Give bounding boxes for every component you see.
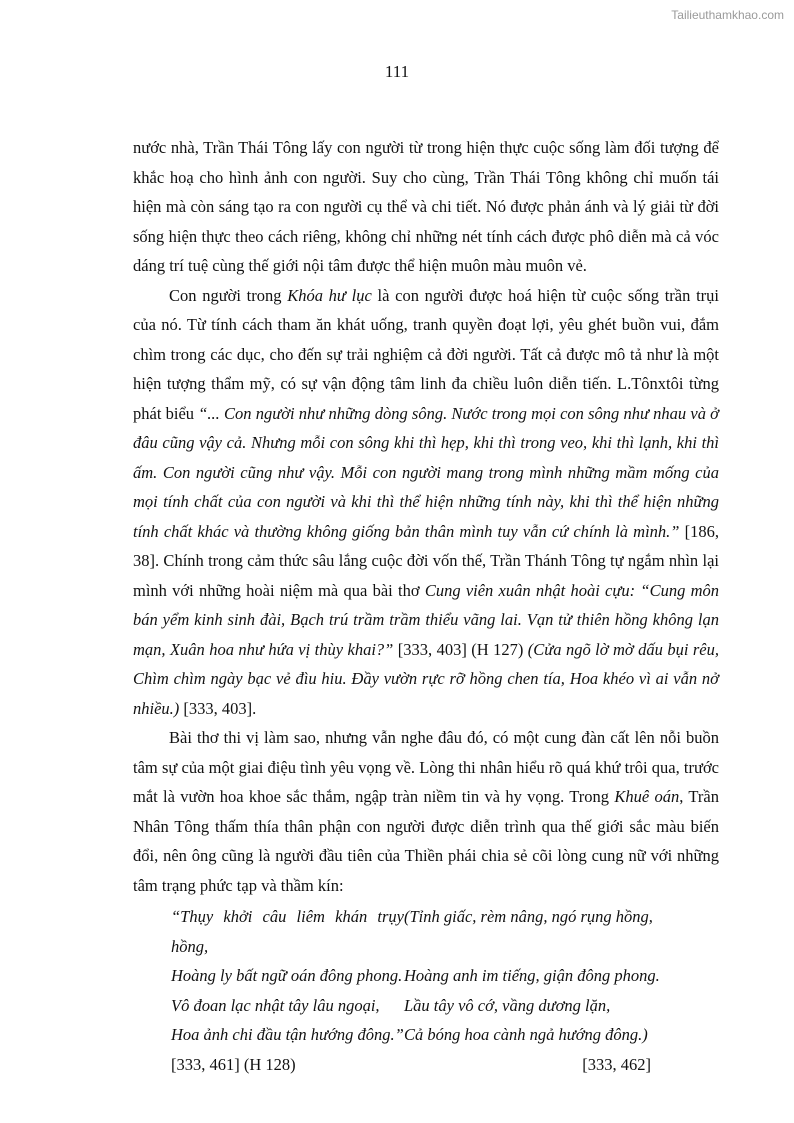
paragraph-2 bbox=[133, 281, 719, 724]
paragraph-2-text-2: là con người được hoá hiện từ cuộc sống trần trụi của nó. Từ tính cách tham ăn khát uống, tranh quyền đoạt lợi, yêu ghét buồn vui, đắm chìm trong các dục, cho đến sự trải nghiệm cả đời người. Tất cả được mô tả như là một hiện tượng thẩm mỹ, có sự vận động tâm linh đa chiều luôn diễn tiến. L.Tônxtôi từng phát biểu bbox=[133, 285, 719, 423]
poem-original-line: Vô đoan lạc nhật tây lâu ngoại, bbox=[171, 995, 380, 1015]
paragraph-2-text-1: Con người trong bbox=[169, 285, 288, 305]
book-title: Khóa hư lục bbox=[287, 285, 372, 305]
left-citation: [333, 461] (H 128) bbox=[171, 1054, 296, 1074]
paragraph-2-text-5: [333, 403]. bbox=[179, 698, 257, 718]
right-citation: [333, 462] bbox=[582, 1054, 651, 1074]
poem-original-line: Hoa ảnh chi đầu tận hướng đông.” bbox=[171, 1025, 404, 1044]
poem-row bbox=[133, 1020, 719, 1050]
poem-original-line: “Thụy khởi câu liêm khán trụy hồng, bbox=[171, 907, 404, 956]
paragraph-2-text-4: [333, 403] (H 127) bbox=[393, 639, 528, 659]
translation-quote: (Cửa ngõ lờ mờ dấu bụi rêu, Chìm chìm ngày bạc vẻ đìu hiu. Đầy vườn rực rỡ hồng chen tía, Hoa khéo vì ai vẫn nở nhiều.) bbox=[133, 639, 719, 718]
poem-citations bbox=[133, 1050, 719, 1080]
paragraph-2-text-3: [186, 38]. Chính trong cảm thức sâu lắng cuộc đời vốn thế, Trần Thánh Tông tự ngắm nhìn lại mình với những hoài niệm mà qua bài thơ bbox=[133, 521, 720, 600]
page-number: 111 bbox=[384, 62, 410, 81]
poem-translation-line: (Tỉnh giấc, rèm nâng, ngó rụng hồng, bbox=[404, 907, 653, 926]
poem-row bbox=[133, 991, 719, 1021]
work-title: Khuê oán bbox=[614, 787, 680, 806]
poem-translation-line: Lầu tây vô cớ, vầng dương lặn, bbox=[404, 995, 611, 1015]
paragraph-3 bbox=[133, 723, 719, 900]
poem-row bbox=[133, 902, 719, 961]
tolstoy-quote: “... Con người như những dòng sông. Nước trong mọi con sông như nhau và ở đâu cũng vậy cả. Nhưng mỗi con sông khi thì hẹp, khi thì trong veo, khi thì lạnh, khi thì ấm. Con người cũng như vậy. Mỗi con người mang trong mình những mầm mống của mọi tính chất của con người và khi thì thể hiện những tính này, khi thì thể hiện những tính chất khác và thường không giống bản thân mình tuy vẫn cứ chính là mình.” bbox=[133, 403, 719, 541]
poem-block bbox=[133, 902, 719, 1079]
poem-translation-line: Cả bóng hoa cành ngả hướng đông.) bbox=[404, 1025, 648, 1044]
poem-title: Cung viên xuân nhật hoài cựu: bbox=[424, 580, 636, 600]
document-body bbox=[133, 133, 719, 1079]
poem-translation-line: Hoàng anh im tiếng, giận đông phong. bbox=[404, 966, 660, 985]
sino-vietnamese-quote: “Cung môn bán yểm kinh sinh đài, Bạch trú trầm trầm thiểu vãng lai. Vạn tử thiên hồng không lạn mạn, Xuân hoa như hứa vị thùy khai?” bbox=[133, 580, 719, 659]
poem-row bbox=[133, 961, 719, 991]
poem-original-line: Hoàng ly bất ngữ oán đông phong. bbox=[171, 966, 403, 985]
paragraph-3-text-1: Bài thơ thi vị làm sao, nhưng vẫn nghe đâu đó, có một cung đàn cất lên nỗi buồn tâm sự của một giai điệu tình yêu vọng về. Lòng thi nhân hiểu rõ quá khứ trôi qua, trước mắt là vườn hoa khoe sắc thắm, ngập tràn niềm tin và hy vọng. Trong bbox=[133, 728, 719, 806]
watermark: Tailieuthamkhao.com bbox=[671, 8, 784, 22]
paragraph-3-text-2: , Trần Nhân Tông thấm thía thân phận con người được diễn trình qua thế giới sắc màu biến đổi, nên ông cũng là người đầu tiên của Thiền phái chia sẻ cõi lòng cung nữ với những tâm trạng phức tạp và thầm kín: bbox=[133, 787, 719, 895]
paragraph-1: nước nhà, Trần Thái Tông lấy con người từ trong hiện thực cuộc sống làm đối tượng để khắc hoạ cho hình ảnh con người. Suy cho cùng, Trần Thái Tông không chỉ muốn tái hiện mà còn sáng tạo ra con người cụ thể và chi tiết. Nó được phản ánh và lý giải từ đời sống hiện thực theo cách riêng, không chỉ những nét tính cách được phô diễn mà cả vóc dáng trí tuệ cùng thế giới nội tâm được thể hiện muôn màu muôn vẻ. bbox=[133, 138, 719, 275]
